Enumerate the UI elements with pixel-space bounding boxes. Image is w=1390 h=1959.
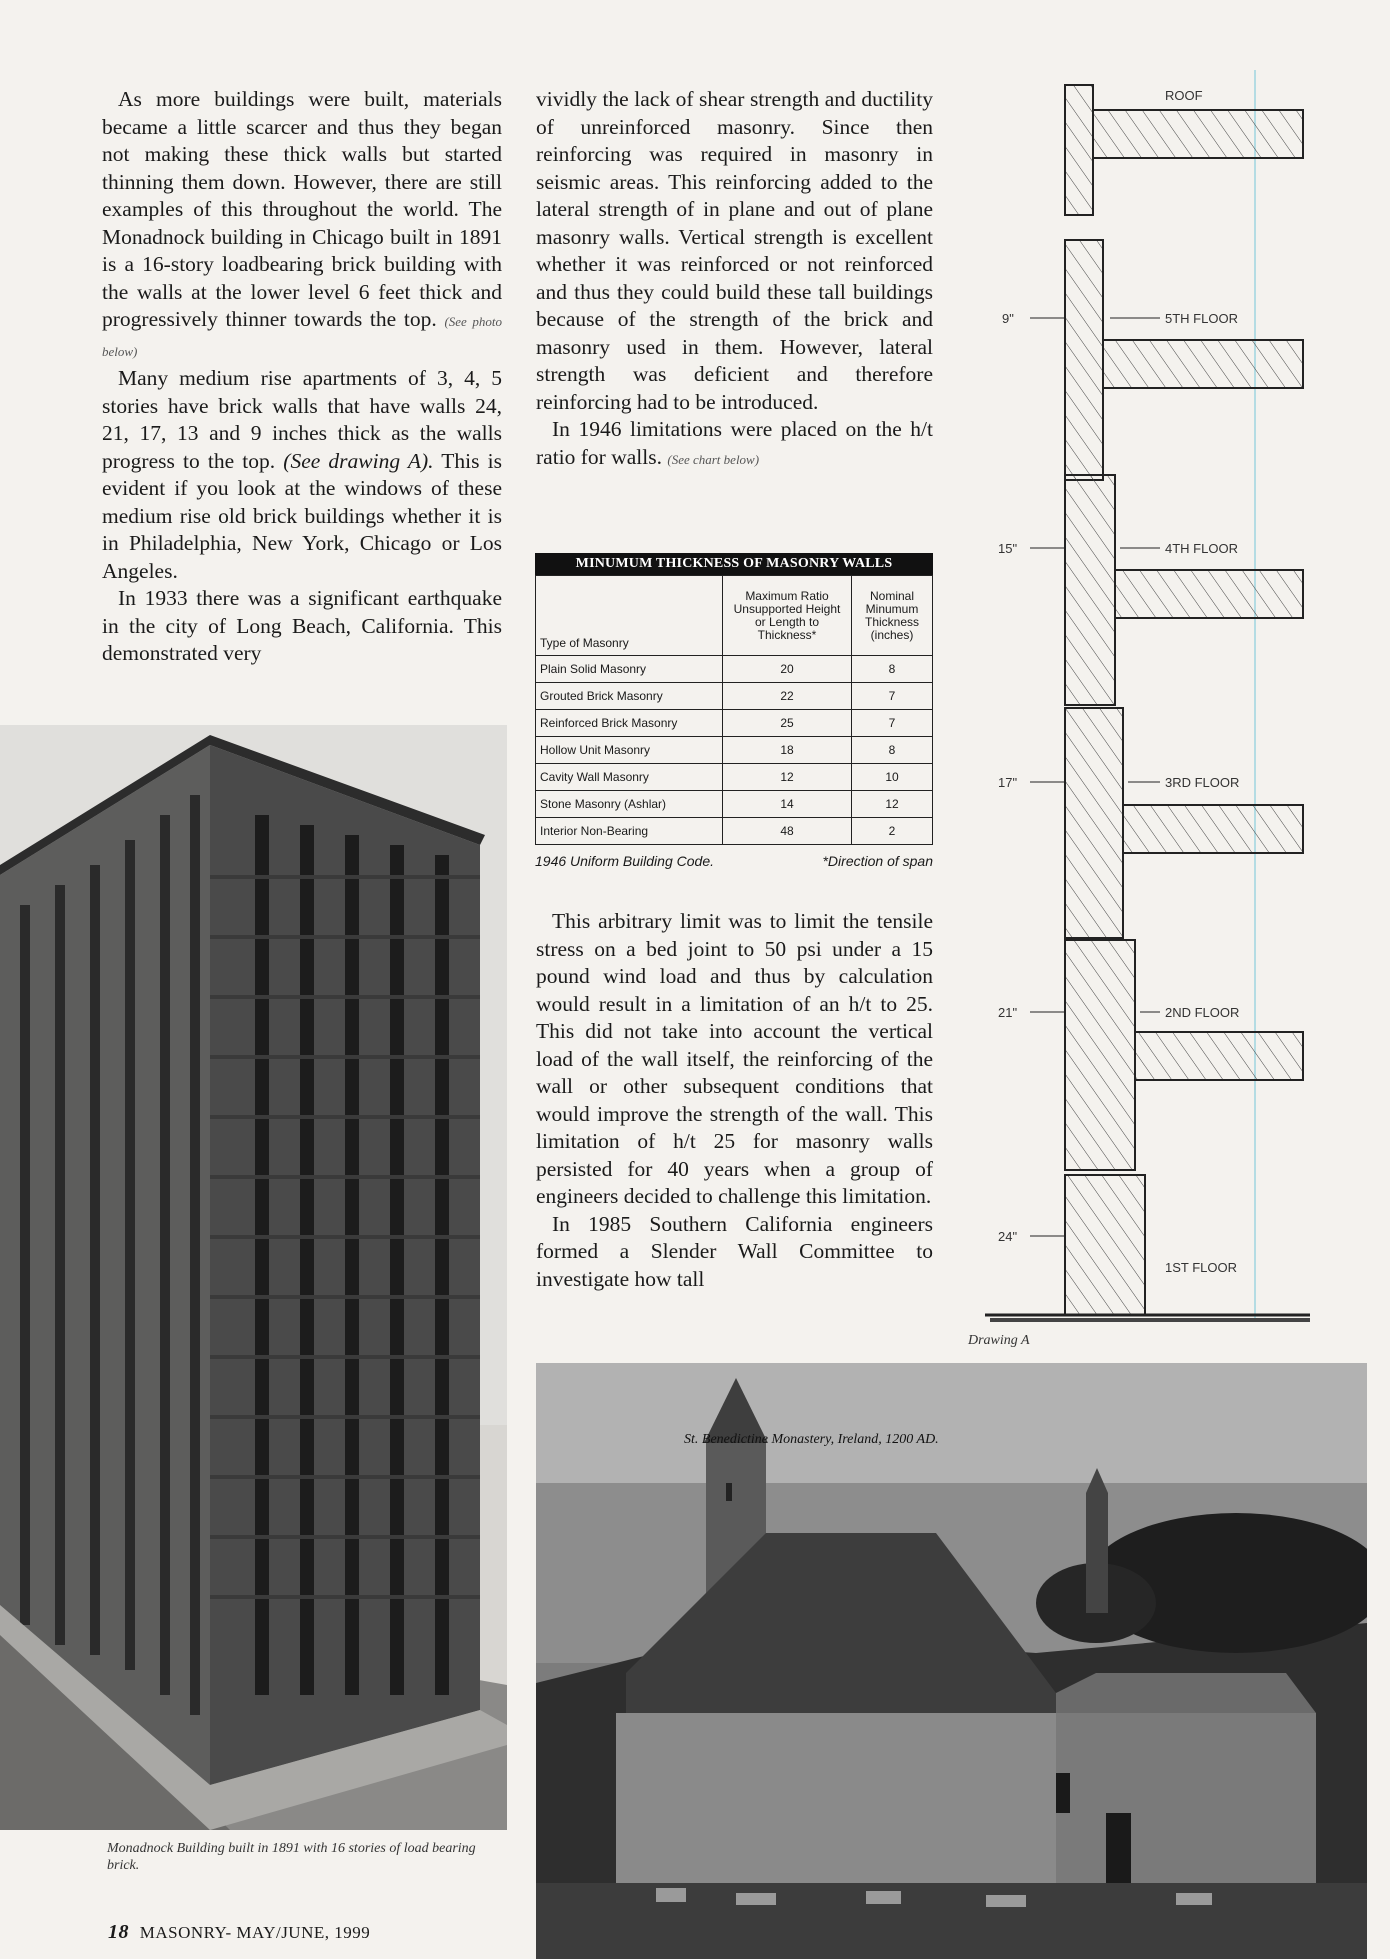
- drawing-reference: (See drawing A).: [283, 448, 434, 473]
- page-footer: [108, 1921, 370, 1944]
- paragraph: This arbitrary limit was to limit the tensile stress on a bed joint to 50 psi under a 15 pound wind load and thus by calculation would result in a limitation of an h/t to 25. This did not take into account the vertical load of the wall itself, the reinforcing of the wall or other subsequent conditions that would improve the strength of the wall. This limitation of h/t 25 for masonry walls persisted for 40 years when a group of engineers decided to challenge this limitation.: [536, 909, 933, 1208]
- table-title: MINUMUM THICKNESS OF MASONRY WALLS: [535, 553, 933, 575]
- table-row: Cavity Wall Masonry 12 10: [536, 764, 933, 791]
- column-1-text: [102, 86, 502, 668]
- label-2nd-floor: 2ND FLOOR: [1165, 1005, 1240, 1020]
- table-row: Hollow Unit Masonry 18 8: [536, 737, 933, 764]
- table: [535, 575, 933, 845]
- table-header: Type of Masonry: [536, 576, 723, 656]
- table-row: Plain Solid Masonry 20 8: [536, 656, 933, 683]
- monastery-caption: St. Benedictine Monastery, Ireland, 1200 AD.: [684, 1432, 939, 1447]
- monadnock-caption: Monadnock Building built in 1891 with 16 stories of load bearing brick.: [107, 1841, 476, 1873]
- label-1st-floor: 1ST FLOOR: [1165, 1260, 1238, 1275]
- paragraph: In 1985 Southern California engineers formed a Slender Wall Committee to investigate how tall: [536, 1211, 933, 1291]
- table-footnote: *Direction of span: [822, 853, 933, 869]
- paragraph: Many medium rise apartments of 3, 4, 5 stories have brick walls that have walls 24, 21, 17, 13 and 9 inches thick as the walls progress to the top. (See drawing A). This is evident if you look at the windows of these medium rise old brick buildings whether it is in Philadelphia, New York, Chicago or Los Angeles.: [102, 366, 503, 583]
- thickness-label: 24": [998, 1229, 1018, 1244]
- publication-name: MASONRY- MAY/JUNE, 1999: [139, 1923, 371, 1942]
- thickness-label: 17": [998, 775, 1018, 790]
- paragraph: vividly the lack of shear strength and ductility of unreinforced masonry. Since then reinforcing was required in masonry in seismic areas. This reinforcing added to the lateral strength of in plane and out of plane masonry walls. Vertical strength is excellent whether it was reinforced or not reinforced and thus they could build these tall buildings because of the strength of the brick and masonry used in them. However, lateral strength was deficient and therefore reinforcing had to be introduced.: [536, 87, 933, 414]
- table-row: Stone Masonry (Ashlar) 14 12: [536, 791, 933, 818]
- paragraph: In 1946 limitations were placed on the h/t ratio for walls. (See chart below): [536, 417, 933, 469]
- label-4th-floor: 4TH FLOOR: [1165, 541, 1238, 556]
- table-source: 1946 Uniform Building Code.: [535, 853, 714, 869]
- monadnock-building-photo: [0, 725, 507, 1830]
- table-row: Interior Non-Bearing 48 2: [536, 818, 933, 845]
- chart-note: (See chart below): [667, 451, 760, 467]
- thickness-label: 9": [1002, 311, 1014, 326]
- table-header: Maximum Ratio Unsupported Height or Length to Thickness*: [723, 576, 852, 656]
- drawing-caption: Drawing A: [968, 1333, 1030, 1348]
- thickness-label: 21": [998, 1005, 1018, 1020]
- table-row: Grouted Brick Masonry 22 7: [536, 683, 933, 710]
- column-2-text-top: [536, 86, 933, 473]
- label-5th-floor: 5TH FLOOR: [1165, 311, 1238, 326]
- label-3rd-floor: 3RD FLOOR: [1165, 775, 1240, 790]
- paragraph: As more buildings were built, materials became a little scarcer and thus they began not making these thick walls but started thinning them down. However, there are still examples of this throughout the world. The Monadnock building in Chicago built in 1891 is a 16-story loadbearing brick building with the walls at the lower level 6 feet thick and progressively thinner towards the top. (See photo below): [102, 87, 502, 359]
- column-2-text-bottom: [536, 908, 933, 1293]
- table-row: Reinforced Brick Masonry 25 7: [536, 710, 933, 737]
- wall-section-drawing: [960, 70, 1320, 1350]
- label-roof: ROOF: [1165, 88, 1203, 103]
- masonry-thickness-table: [535, 553, 933, 869]
- thickness-label: 15": [998, 541, 1018, 556]
- table-header: Nominal Minumum Thickness (inches): [852, 576, 933, 656]
- paragraph: In 1933 there was a significant earthquake in the city of Long Beach, California. This demonstrated very: [102, 586, 502, 665]
- monastery-photo: [536, 1363, 1367, 1959]
- photo-note: (See photo below): [102, 314, 502, 359]
- page-number: 18: [108, 1921, 129, 1943]
